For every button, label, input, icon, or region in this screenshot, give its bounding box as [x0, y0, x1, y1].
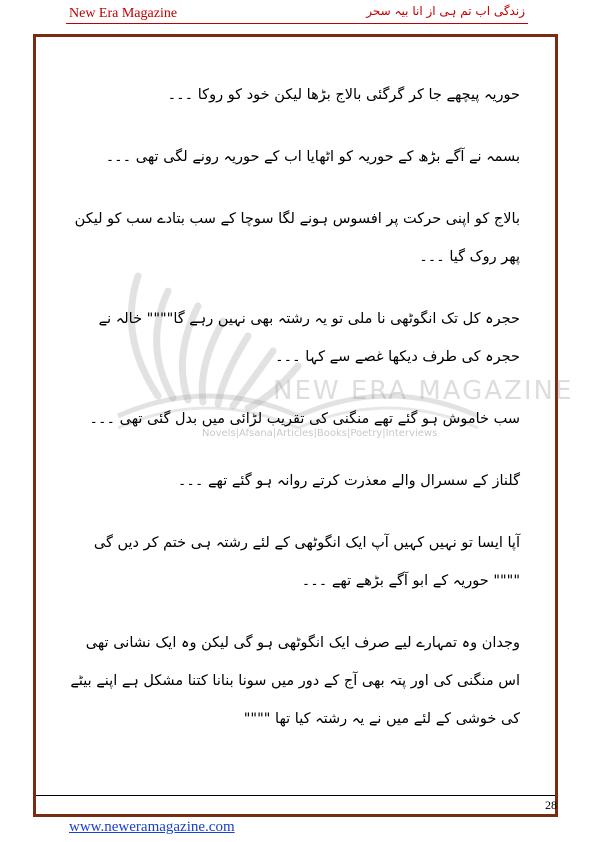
watermark-subtitle: Novels|Afsana|Articles|Books|Poetry|Interviews [202, 428, 438, 439]
page-number-divider [36, 795, 555, 796]
paragraph: وجدان وہ تمہارے لیے صرف ایک انگوٹھی ہو گی لیکن وہ ایک نشانی تھی اس منگنی کی اور پتہ بھی آج کے دور میں سونا بنانا کتنا مشکل ہے اپنے بیٹے کی خوشی کے لئے میں نے یہ رشتہ کیا تھا """" [70, 635, 520, 727]
paragraph: سب خاموش ہو گئے تھے منگنی کی تقریب لڑائی میں بدل گئی تھی ۔۔۔ [89, 411, 520, 427]
paragraph: بسمہ نے آگے بڑھ کے حوریہ کو اٹھایا اب کے حوریہ رونے لگی تھی ۔۔۔ [105, 149, 520, 165]
header-divider [66, 23, 528, 24]
paragraph: آپا ایسا تو نہیں کہیں آپ ایک انگوٹھی کے لئے رشتہ ہی ختم کر دیں گی """" حوریہ کے ابو آگے بڑھے تھے ۔۔۔ [93, 535, 520, 589]
watermark-title: NEW ERA MAGAZINE [273, 376, 574, 406]
paragraph: بالاج کو اپنی حرکت پر افسوس ہونے لگا سوچا کے سب بتادے سب کو لیکن پھر روک گیا ۔۔۔ [74, 211, 520, 265]
paragraph: حوریہ پیچھے جا کر گرگئی بالاج بڑھا لیکن خود کو روکا ۔۔۔ [167, 87, 520, 103]
website-link[interactable]: www.neweramagazine.com [69, 819, 235, 835]
paragraph: گلناز کے سسرال والے معذرت کرتے روانہ ہو گئے تھے ۔۔۔ [177, 473, 520, 489]
paragraph: حجرہ کل تک انگوٹھی نا ملی تو یہ رشتہ بھی نہیں رہے گا"""" خالہ نے حجرہ کی طرف دیکھا غصے سے کہا ۔۔۔ [98, 311, 520, 365]
story-title: زندگی اب تم ہی از انا بیہ سحر [366, 4, 525, 18]
page-number: 28 [545, 798, 557, 812]
story-body [70, 76, 520, 762]
magazine-name: New Era Magazine [69, 6, 178, 21]
